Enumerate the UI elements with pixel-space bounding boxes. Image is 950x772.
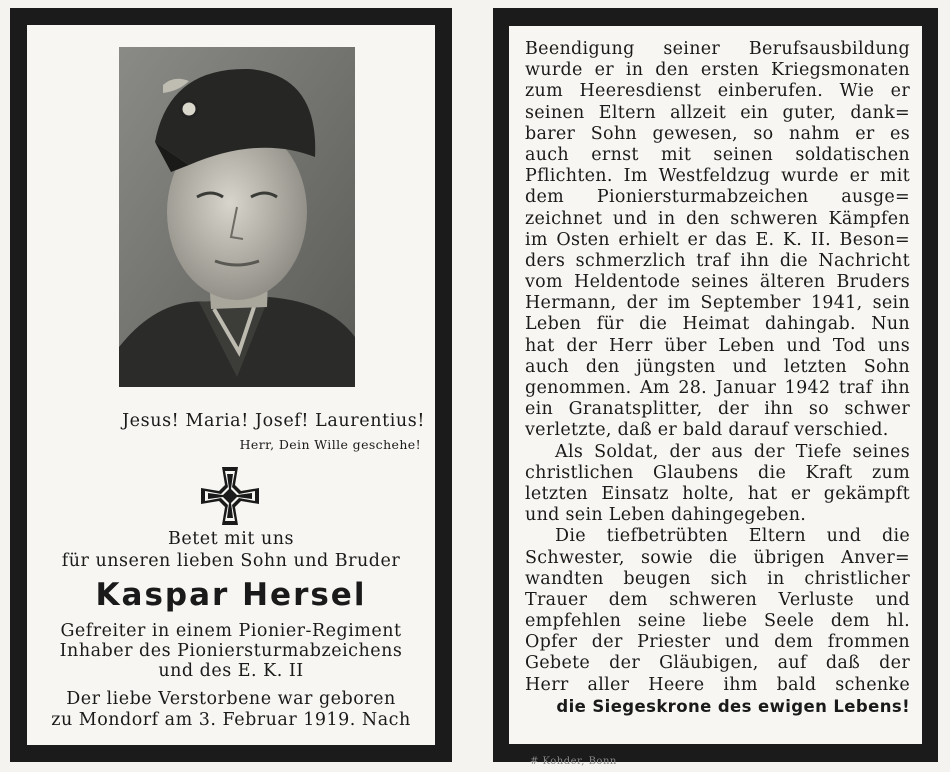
text-line: ders schmerzlich traf ihn die Nachricht xyxy=(525,250,910,271)
iron-cross-icon xyxy=(199,465,261,527)
text-line: Pflichten. Im Westfeldzug wurde er mit xyxy=(525,166,910,187)
text-line: Beendigung seiner Berufsausbildung xyxy=(525,39,910,59)
text-line: hat der Herr über Leben und Tod uns xyxy=(525,335,910,356)
text-line: Leben für die Heimat dahingab. Nun xyxy=(525,314,910,335)
text-line: im Osten erhielt er das E. K. II. Beson= xyxy=(525,229,910,250)
text-line: Schwester, sowie die übrigen Anver= xyxy=(525,547,910,568)
text-line: christlichen Glaubens die Kraft zum xyxy=(525,462,910,483)
text-line: letzten Einsatz holte, hat er gekämpft xyxy=(525,483,910,504)
text-line: Gebete der Gläubigen, auf daß der xyxy=(525,653,910,674)
text-line: empfehlen seine liebe Seele dem hl. xyxy=(525,611,910,632)
text-line: zum Heeresdienst einberufen. Wie er xyxy=(525,81,910,102)
text-line: verletzte, daß er bald darauf verschied. xyxy=(525,420,889,441)
text-line: auch ernst mit seinen soldatischen xyxy=(525,144,910,165)
birth-line-1: Der liebe Verstorbene war geboren xyxy=(66,689,396,709)
card-back-paper xyxy=(509,26,922,744)
text-line: barer Sohn gewesen, so nahm er es xyxy=(525,123,910,144)
memorial-card-back xyxy=(493,8,938,762)
text-line: Trauer dem schweren Verluste und xyxy=(525,589,910,610)
text-line: Als Soldat, der aus der Tiefe seines xyxy=(555,441,910,462)
text-line: dem Pioniersturmabzeichen ausge= xyxy=(525,187,910,208)
portrait-illustration xyxy=(119,47,355,387)
memorial-card-front xyxy=(10,8,452,762)
text-line: Hermann, der im September 1941, sein xyxy=(525,293,910,314)
text-line: seinen Eltern allzeit ein guter, dank= xyxy=(525,102,910,123)
birth-line-2: zu Mondorf am 3. Februar 1919. Nach xyxy=(51,710,411,730)
portrait-photo xyxy=(119,47,355,387)
text-line: zeichnet und in den schweren Kämpfen xyxy=(525,208,910,229)
card-front-paper xyxy=(27,25,435,745)
rank-line: Gefreiter in einem Pionier-Regiment xyxy=(60,621,402,641)
text-line: auch den jüngsten und letzten Sohn xyxy=(525,356,910,377)
family-line: für unseren lieben Sohn und Bruder xyxy=(61,551,401,571)
text-line: Die tiefbetrübten Eltern und die xyxy=(555,526,910,547)
printer-imprint: # Kohder, Bonn xyxy=(530,756,617,767)
text-line: und sein Leben dahingegeben. xyxy=(525,505,807,526)
text-line: wurde er in den ersten Kriegsmonaten xyxy=(525,60,910,81)
ek-line: und des E. K. II xyxy=(158,661,304,681)
badge-line: Inhaber des Pioniersturmabzeichens xyxy=(59,641,403,661)
will-text: Herr, Dein Wille geschehe! xyxy=(239,437,421,452)
invocation-text: Jesus! Maria! Josef! Laurentius! xyxy=(122,411,425,431)
text-line: Opfer der Priester und dem frommen xyxy=(525,632,910,653)
text-line: Herr aller Heere ihm bald schenke xyxy=(525,674,910,695)
text-line: genommen. Am 28. Januar 1942 traf ihn xyxy=(525,378,910,398)
biography-text xyxy=(525,39,910,717)
text-line: wandten beugen sich in christlicher xyxy=(525,568,910,589)
text-line: vom Heldentode seines älteren Bruders xyxy=(525,272,910,293)
prayer-line: Betet mit uns xyxy=(167,529,294,549)
deceased-name: Kaspar Hersel xyxy=(95,577,367,613)
closing-line: die Siegeskrone des ewigen Lebens! xyxy=(556,696,910,716)
text-line: ein Granatsplitter, der ihn so schwer xyxy=(525,399,910,420)
